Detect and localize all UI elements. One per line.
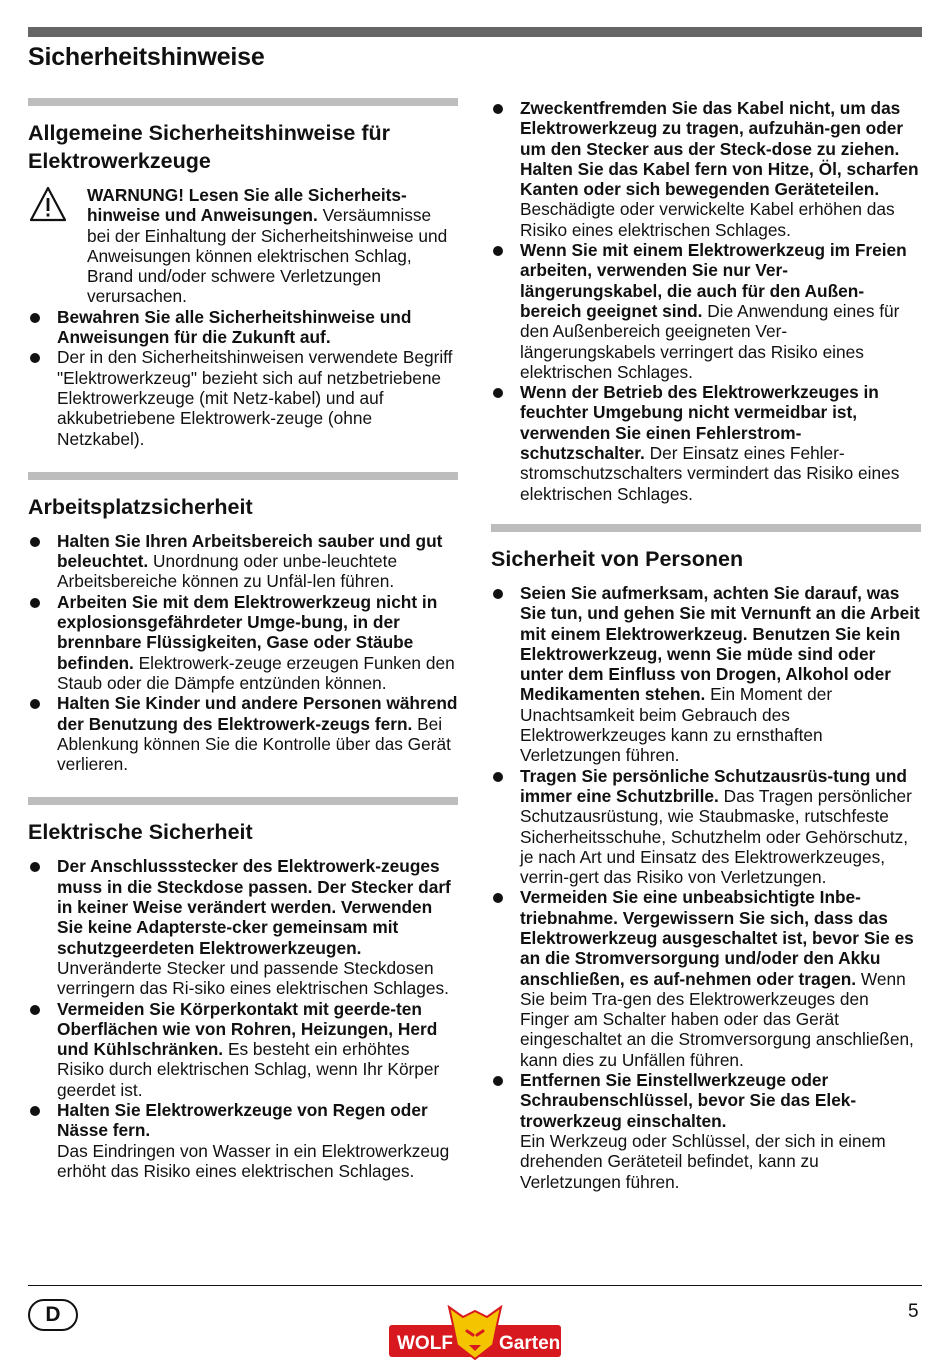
left-column [28, 98, 458, 1181]
warning-text: Versäumnisse bei der Einhaltung der Sicherheitshinweise und Anweisungen können elektrischen Schlag, Brand und/oder schwere Verletzungen verursachen. [87, 205, 448, 307]
bullet-icon [493, 589, 503, 599]
item-bold: Halten Sie Ihren Arbeitsbereich sauber und gut beleuchtet. [57, 530, 443, 572]
section-divider [28, 472, 458, 480]
item-text: Ein Werkzeug oder Schlüssel, der sich in einem drehenden Geräteteil befindet, kann zu Verletzungen führen. [520, 1130, 886, 1192]
list-item [28, 856, 458, 998]
list-item [28, 1100, 458, 1181]
list-item [491, 583, 921, 766]
language-badge: D [28, 1299, 78, 1331]
svg-text:WOLF: WOLF [397, 1333, 453, 1354]
section-title-workplace: Arbeitsplatzsicherheit [28, 494, 253, 519]
item-text: Unordnung oder unbe-leuchtete Arbeitsbereiche können zu Unfäl-len führen. [57, 551, 398, 592]
bullet-icon [30, 1106, 40, 1116]
item-bold: Tragen Sie persönliche Schutzausrüs-tung und immer eine Schutzbrille. [520, 765, 907, 806]
list-item [491, 382, 921, 504]
list-item [491, 766, 921, 888]
bullet-icon [30, 862, 40, 872]
item-text: Das Eindringen von Wasser in ein Elektrowerkzeug erhöht das Risiko eines elektrischen Schlages. [57, 1140, 450, 1181]
bullet-icon [493, 893, 503, 903]
item-text: Das Tragen persönlicher Schutzausrüstung, wie Staubmaske, rutschfeste Sicherheitsschuhe, Schutzhelm oder Gehörschutz, je nach Art und Einsatz des Elektrowerkzeuges, verrin-gert das Risiko von Verletzungen. [520, 785, 912, 888]
section-divider [28, 98, 458, 106]
item-bold: Vermeiden Sie eine unbeabsichtigte Inbe-triebnahme. Vergewissern Sie sich, dass das Elektrowerkzeug ausgeschaltet ist, bevor Sie es an die Stromversorgung und/oder den Akku anschließen, es auf-nehmen oder tragen. [520, 887, 914, 989]
list-item [28, 999, 458, 1100]
item-text: Beschädigte oder verwickelte Kabel erhöhen das Risiko eines elektrischen Schlages. [520, 199, 895, 240]
item-bold: Seien Sie aufmerksam, achten Sie darauf, was Sie tun, und gehen Sie mit Vernunft an die Arbeit mit einem Elektrowerkzeug. Benutzen Sie kein Elektrowerkzeug, wenn Sie müde sind oder unter dem Einfluss von Drogen, Alkohol oder Medikamenten stehen. [520, 582, 920, 705]
warning-heading: WARNUNG! Lesen Sie alle Sicherheits-hinweise und Anweisungen. [87, 185, 407, 226]
item-text: Die Anwendung eines für den Außenbereich geeigneten Ver-längerungskabels verringert das Risiko eines elektrischen Schlages. [520, 300, 900, 382]
list-item [491, 1070, 921, 1192]
item-text: Ein Moment der Unachtsamkeit beim Gebrauch des Elektrowerkzeuges kann zu ernsthaften Verletzungen führen. [520, 684, 833, 766]
section-title-line: Elektrowerkzeuge [28, 149, 211, 173]
item-bold: Bewahren Sie alle Sicherheitshinweise und Anweisungen für die Zukunft auf. [57, 306, 412, 348]
section-title-persons: Sicherheit von Personen [491, 546, 744, 571]
bullet-icon [30, 1005, 40, 1015]
bullet-icon [493, 246, 503, 256]
page-title: Sicherheitshinweise [28, 43, 265, 71]
right-column [491, 98, 921, 1192]
page-number: 5 [908, 1301, 919, 1322]
list-item [28, 592, 458, 693]
item-text: Unveränderte Stecker und passende Steckdosen verringern das Ri-siko eines elektrischen Schlages. [57, 957, 449, 999]
item-bold: Halten Sie Kinder und andere Personen während der Benutzung des Elektrowerk-zeugs fern. [57, 693, 458, 734]
bullet-icon [30, 598, 40, 608]
svg-text:Garten: Garten [499, 1333, 561, 1354]
bullet-icon [30, 699, 40, 709]
item-text: Der Einsatz eines Fehler-stromschutzschalters vermindert das Risiko eines elektrischen Schlages. [520, 443, 900, 504]
bullet-icon [30, 353, 40, 363]
item-bold: Vermeiden Sie Körperkontakt mit geerde-ten Oberflächen wie von Rohren, Heizungen, Herd und Kühlschränken. [57, 998, 438, 1060]
section-divider [28, 797, 458, 805]
bullet-icon [493, 1076, 503, 1086]
item-bold: Wenn der Betrieb des Elektrowerkzeuges in feuchter Umgebung nicht vermeidbar ist, verwenden Sie einen Fehlerstrom-schutzschalter. [520, 382, 879, 464]
list-item [491, 887, 921, 1070]
section-title-general [28, 119, 458, 175]
bullet-icon [493, 388, 503, 398]
item-bold: Arbeiten Sie mit dem Elektrowerkzeug nicht in explosionsgefährdeter Umge-bung, in der brennbare Flüssigkeiten, Gase oder Stäube befinden. [57, 591, 438, 673]
item-bold: Wenn Sie mit einem Elektrowerkzeug im Freien arbeiten, verwenden Sie nur Ver-längerungskabel, die auch für den Außen-bereich geeignet sind. [520, 240, 907, 321]
list-item [28, 347, 458, 448]
item-text: Wenn Sie beim Tra-gen des Elektrowerkzeuges den Finger am Schalter haben oder das Gerät eingeschaltet an die Stromversorgung anschließen, kann dies zu Unfällen führen. [520, 968, 914, 1070]
list-item [491, 98, 921, 240]
item-text: Bei Ablenkung können Sie die Kontrolle über das Gerät verlieren. [57, 713, 451, 775]
header-bar [28, 27, 922, 37]
item-bold: Halten Sie Elektrowerkzeuge von Regen oder Nässe fern. [57, 1099, 428, 1141]
list-item [28, 531, 458, 592]
section-title-line: Allgemeine Sicherheitshinweise für [28, 121, 391, 145]
item-bold: Zweckentfremden Sie das Kabel nicht, um das Elektrowerkzeug zu tragen, aufzuhän-gen oder um den Stecker aus der Steck-dose zu ziehen. Halten Sie das Kabel fern von Hitze, Öl, scharfen Kanten oder sich bewegenden Geräteteilen. [520, 98, 919, 200]
list-item [28, 693, 458, 774]
bullet-icon [493, 772, 503, 782]
warning-triangle-icon [28, 185, 68, 223]
warning-block [28, 185, 458, 307]
bullet-icon [30, 537, 40, 547]
list-item [491, 240, 921, 382]
list-item [28, 307, 458, 348]
bullet-icon [30, 313, 40, 323]
section-divider [491, 524, 921, 532]
item-text: Es besteht ein erhöhtes Risiko durch elektrischen Schlag, wenn Ihr Körper geerdet ist. [57, 1039, 440, 1100]
item-bold: Der Anschlussstecker des Elektrowerk-zeuges muss in die Steckdose passen. Der Stecker darf in keiner Weise verändert werden. Verwenden Sie keine Adapterste-cker gemeinsam mit schutzgeerdeten Elektrowerkzeugen. [57, 856, 451, 958]
footer-divider [28, 1285, 922, 1286]
section-title-electrical: Elektrische Sicherheit [28, 820, 253, 845]
item-text: Elektrowerk-zeuge erzeugen Funken den Staub oder die Dämpfe entzünden können. [57, 652, 455, 693]
item-text: Der in den Sicherheitshinweisen verwendete Begriff "Elektrowerkzeug" bezieht sich auf netzbetriebene Elektrowerkzeuge (mit Netz-kabel) und auf akkubetriebene Elektrowerk-zeuge (ohne Netzkabel). [57, 347, 453, 449]
item-bold: Entfernen Sie Einstellwerkzeuge oder Schraubenschlüssel, bevor Sie das Elek-trowerkzeug einschalten. [520, 1070, 857, 1131]
bullet-icon [493, 104, 503, 114]
wolf-garten-logo [389, 1305, 561, 1361]
